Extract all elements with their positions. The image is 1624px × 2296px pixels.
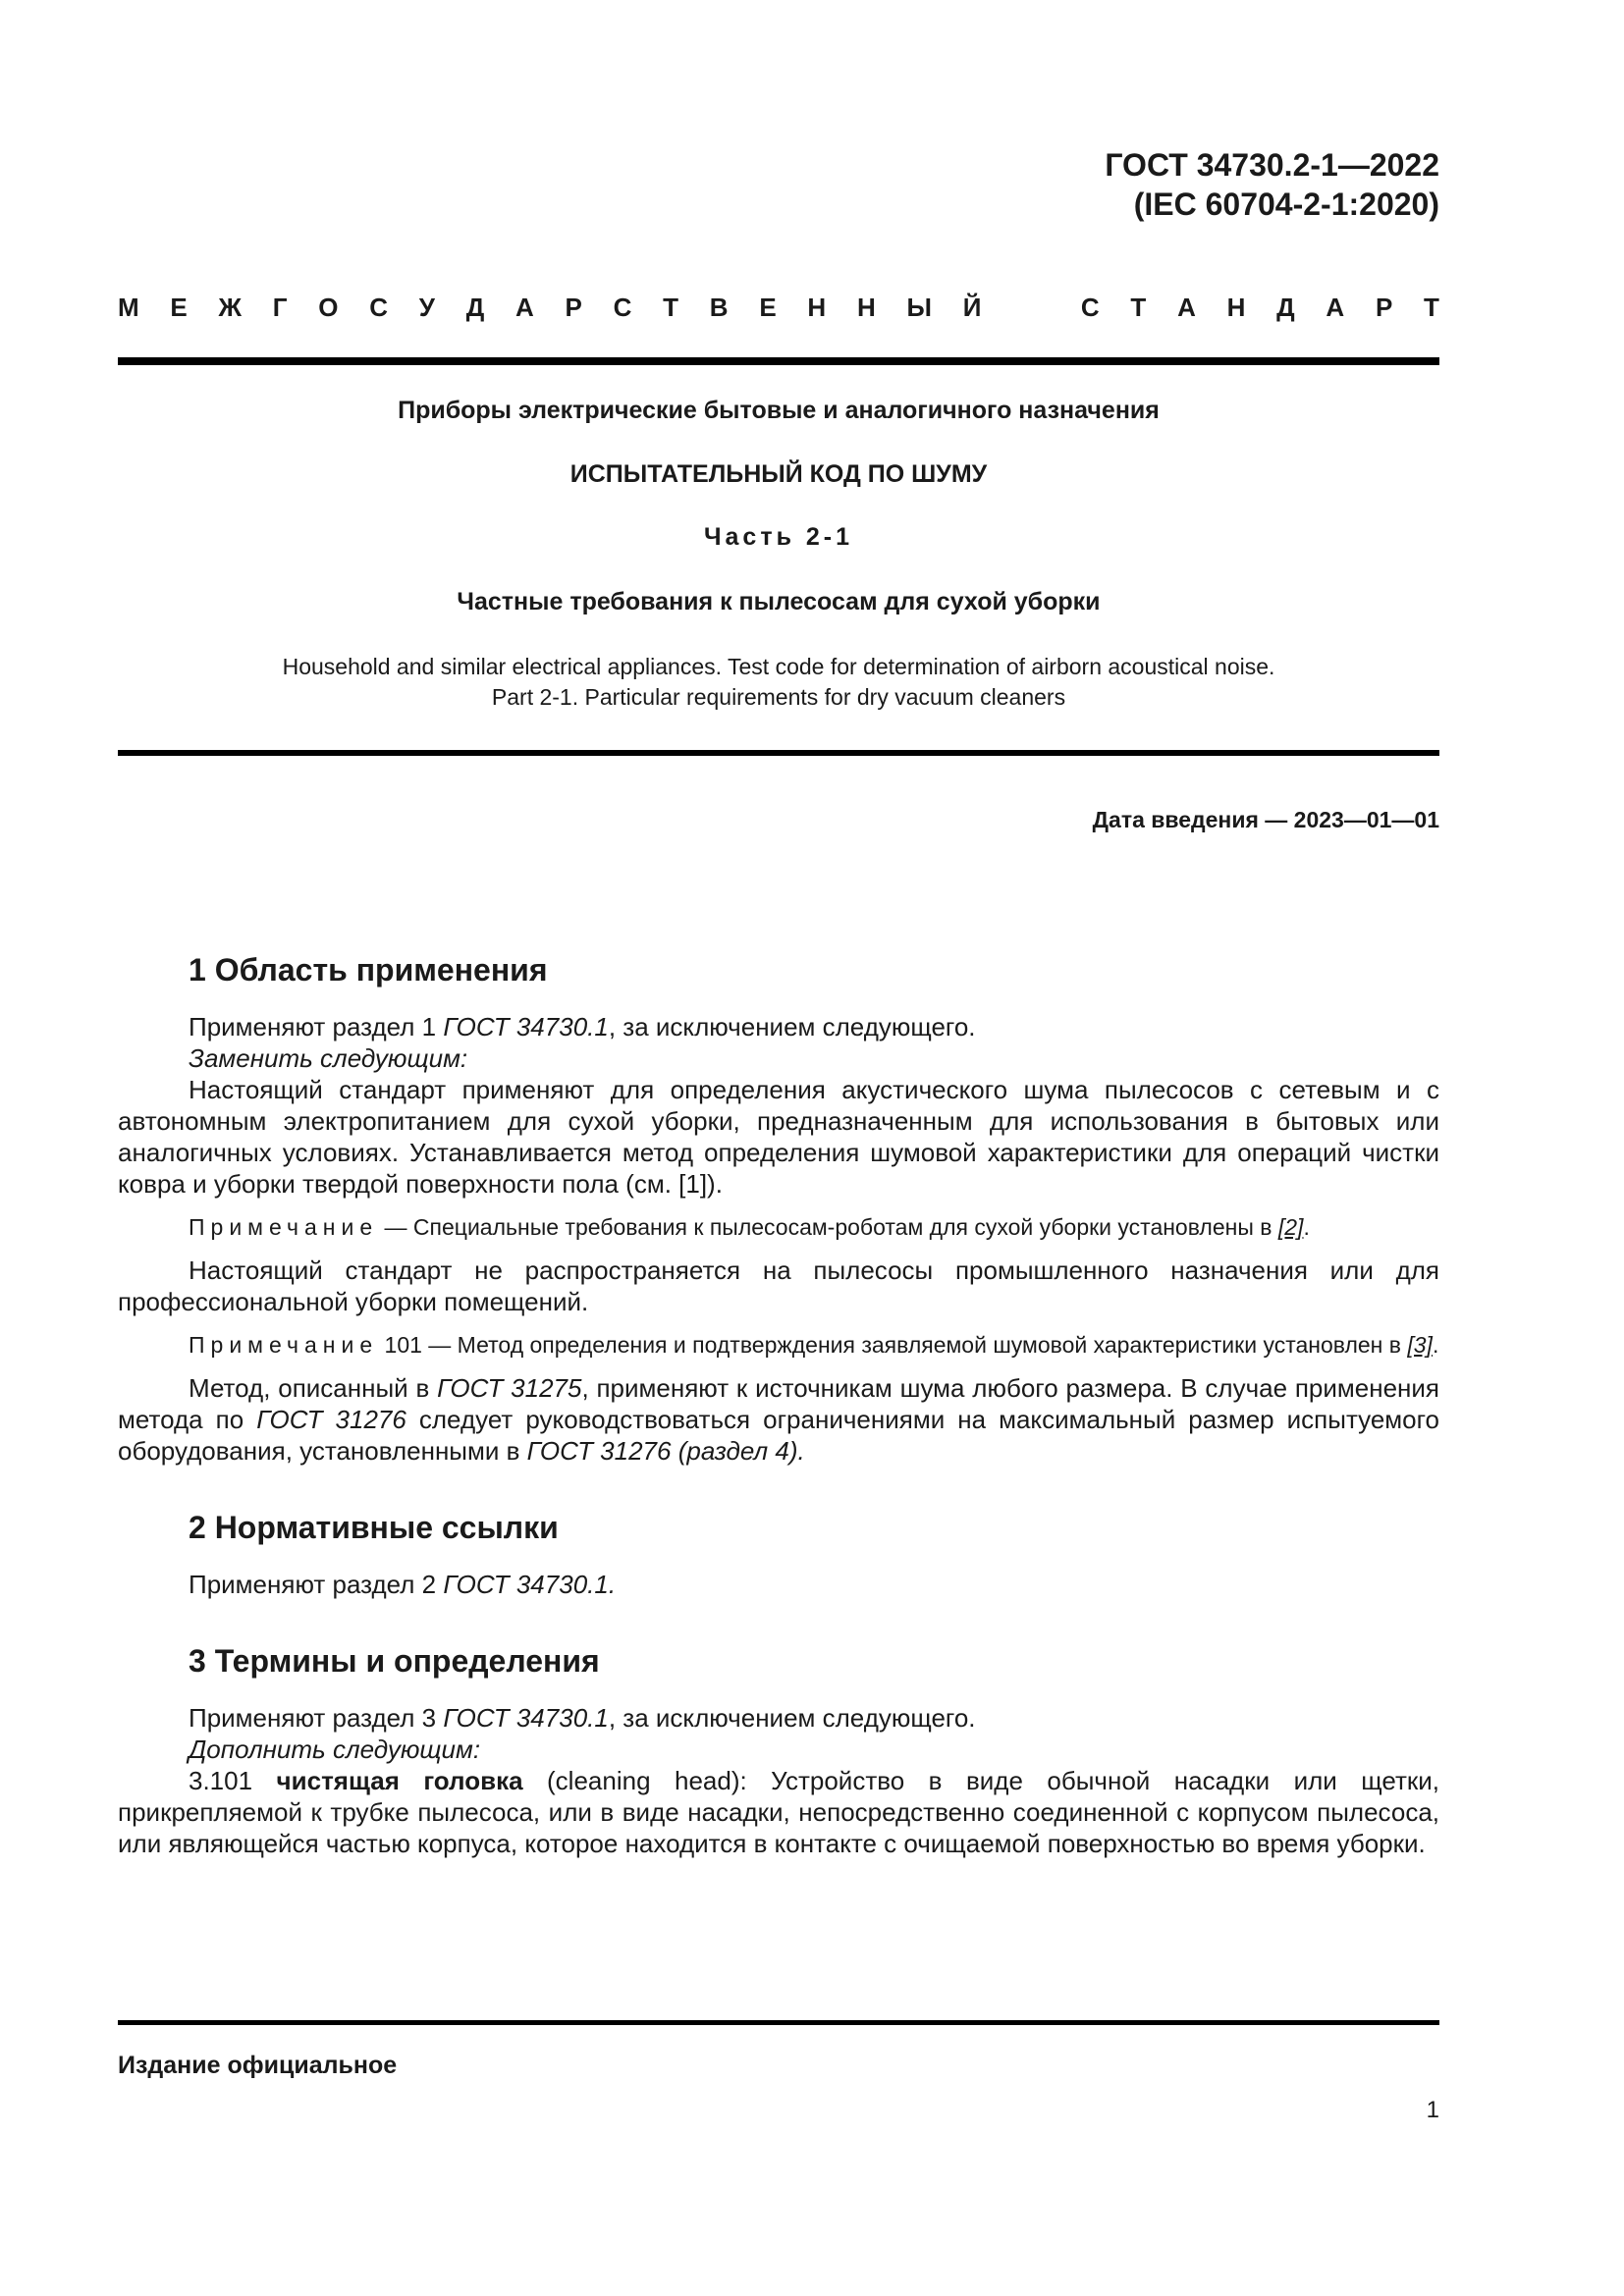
text-run: Применяют раздел 2 [189,1570,444,1599]
standard-type-letter: Е [170,293,188,322]
text-run: , за исключением следующего. [608,1703,976,1733]
bibliography-ref-link[interactable]: [3] [1407,1332,1433,1358]
text-run: , за исключением следующего. [608,1012,976,1041]
standard-type-letter: Г [272,293,288,322]
text-run: — Специальные требования к пылесосам-роботам для сухой уборки установлены в [378,1214,1278,1240]
definition-text: (cleaning head): Устройство в виде обычной насадки или щетки, прикрепляемой к трубке пылесоса, или в виде насадки, непосредственно соединенной с корпусом пылесоса, или являющейся частью корпуса, которое находится в контакте с очищаемой поверхностью во время уборки. [118,1766,1439,1858]
text-run: . [1303,1214,1310,1240]
text-run: Применяют раздел 1 [189,1012,444,1041]
document-code-line1: ГОСТ 34730.2-1—2022 [1105,147,1439,183]
note-label: Примечание [189,1214,379,1240]
section-1-paragraph-5 [118,1372,1439,1467]
title-line1: Приборы электрические бытовые и аналогичного назначения [398,397,1160,424]
definition-number: 3.101 [189,1766,277,1795]
section-2-paragraph-1 [118,1569,1439,1600]
title-divider [118,750,1439,756]
standard-type-letter: С [613,293,632,322]
section-3-instruction: Дополнить следующим: [189,1735,481,1764]
text-run: Метод, описанный в [189,1373,438,1403]
english-title-line2: Part 2-1. Particular requirements for dry vacuum cleaners [491,684,1066,710]
note-1 [118,1211,1439,1243]
top-divider [118,357,1439,365]
standard-type-letter: А [1177,293,1196,322]
spacer [118,1467,1439,1508]
document-code-line2: (IEC 60704-2-1:2020) [1133,187,1439,222]
standard-type-heading [118,293,1439,323]
text-run: следует руководствоваться ограничениями на максимальный размер испытуемого оборудования, установленными в [118,1405,1440,1466]
standard-type-letter: С [1080,293,1100,322]
standard-type-letter: Д [465,293,485,322]
standard-type-letter: Н [856,293,876,322]
title-line4: Частные требования к пылесосам для сухой уборки [457,588,1101,615]
standard-type-letter: У [418,293,435,322]
section-1-heading: 1 Область применения [189,952,548,988]
introduction-date: Дата введения — 2023—01—01 [1092,807,1439,832]
standard-type-letter: Т [1130,293,1147,322]
standard-type-letter: Ж [218,293,243,322]
section-1-paragraph-3: Настоящий стандарт применяют для определения акустического шума пылесосов с сетевым и с автономным электропитанием для сухой уборки, предназначенным для использования в бытовых или аналогичных условиях. Устанавливается метод определения шумовой характеристики для операций чистки ковра и уборки твердой поверхности пола (см. [1]). [118,1075,1439,1199]
standard-type-letter: А [515,293,534,322]
reference-link[interactable]: ГОСТ 31275 [437,1373,582,1403]
standard-type-letter: Р [1375,293,1393,322]
text-run: , применяют к источникам шума любого размера. В случае применения метода по [118,1373,1439,1434]
standard-type-letter: Н [1226,293,1246,322]
standard-type-letter: Т [663,293,679,322]
note-label: Примечание [189,1332,379,1358]
spacer [118,1600,1439,1641]
english-title-line1: Household and similar electrical appliances. Test code for determination of airborn acoustical noise. [282,654,1275,679]
title-part: Часть 2-1 [703,523,854,551]
reference-link[interactable]: ГОСТ 34730.1. [443,1570,617,1599]
edition-label: Издание официальное [118,2052,398,2079]
page-number: 1 [1426,2097,1439,2123]
note-101 [118,1329,1439,1361]
definition-term: чистящая головка [276,1766,523,1795]
section-1-instruction: Заменить следующим: [189,1043,468,1073]
standard-type-letter: Р [565,293,582,322]
standard-type-letter: Д [1276,293,1295,322]
reference-link[interactable]: ГОСТ 31276 (раздел 4). [526,1436,805,1466]
standard-type-letter: А [1326,293,1345,322]
definition-3-101 [118,1765,1439,1859]
standard-type-letter: О [318,293,339,322]
text-run: Применяют раздел 3 [189,1703,444,1733]
section-3-heading: 3 Термины и определения [189,1643,600,1679]
standard-type-letter: Т [1424,293,1439,322]
text-run: 101 — Метод определения и подтверждения заявляемой шумовой характеристики установлен в [378,1332,1408,1358]
section-1-paragraph-4: Настоящий стандарт не распространяется на пылесосы промышленного назначения или для профессиональной уборки помещений. [118,1255,1439,1316]
bibliography-ref-link[interactable]: [2] [1277,1214,1304,1240]
reference-link[interactable]: ГОСТ 34730.1 [443,1012,609,1041]
standard-type-letter: В [709,293,729,322]
standard-type-letter: Ы [906,293,932,322]
english-title [118,652,1439,713]
title-line2: ИСПЫТАТЕЛЬНЫЙ КОД ПО ШУМУ [569,460,988,488]
standard-type-letter: Е [759,293,777,322]
standard-type-letter: Н [807,293,827,322]
document-code [1105,145,1439,224]
reference-link[interactable]: ГОСТ 31276 [256,1405,406,1434]
text-run: . [1432,1332,1439,1358]
standard-type-letter: С [369,293,389,322]
standard-type-letter: Й [962,293,982,322]
section-2-heading: 2 Нормативные ссылки [189,1510,559,1545]
footer-divider [118,2020,1439,2025]
document-body [118,950,1439,1859]
standard-type-letter: М [118,293,139,322]
reference-link[interactable]: ГОСТ 34730.1 [443,1703,609,1733]
section-3-paragraph-1 [118,1702,1439,1734]
section-1-paragraph-1 [118,1011,1439,1042]
word-gap [1012,293,1050,323]
